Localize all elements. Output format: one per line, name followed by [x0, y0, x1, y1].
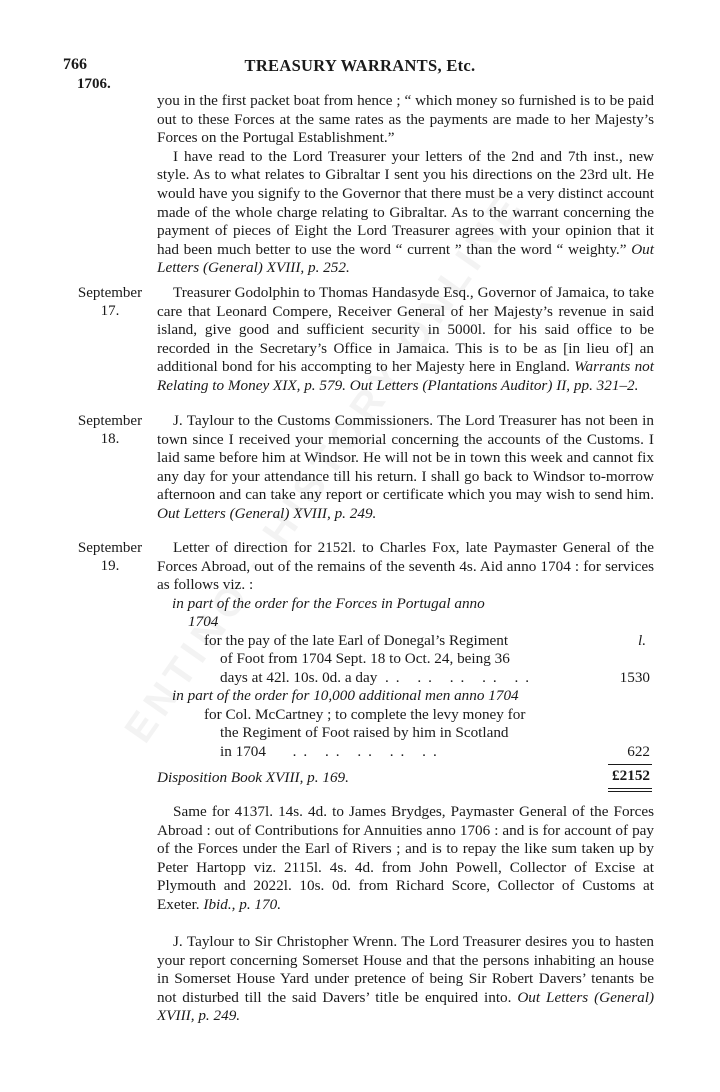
source-reference: Out Letters (General) XVIII, p. 252.: [157, 240, 654, 277]
schedule-item: the Regiment of Foot raised by him in Scotland: [220, 724, 509, 741]
schedule-amount: 1530: [619, 669, 650, 686]
entry-paragraph: I have read to the Lord Treasurer your letters of the 2nd and 7th inst., new style. As to what relates to Gibraltar I sent you his directions on the 23rd ult. He would have you signify to the Governor that there must be a very distinct account made of the whole charge relating to Gibraltar. As to the warrant concerning the payment of pieces of Eight the Lord Treasurer agrees with your opinion that it had been much better to use the word “ current ” than the word “ weighty.” Out Letters (General) XVIII, p. 252.: [157, 147, 654, 277]
entry-paragraph: Treasurer Godolphin to Thomas Handasyde Esq., Governor of Jamaica, to take care that Leonard Compere, Receiver General of her Majesty’s revenue in said island, give good and sufficient security in 5000l. for his said office to be recorded in the Secretary’s Office in Jamaica. This is to be as [in lieu of] an additional bond for his accompting to her Majesty here in England. Warrants not Relating to Money XIX, p. 579. Out Letters (Plantations Auditor) II, pp. 321–2.: [157, 284, 655, 394]
schedule-item: in 1704 .. .. .. .. ..: [220, 743, 444, 760]
schedule-heading: in part of the order for 10,000 additional men anno 1704: [172, 687, 519, 704]
entry-paragraph: J. Taylour to Sir Christopher Wrenn. The Lord Treasurer desires you to hasten your report concerning Somerset House and that the persons inhabiting an house in Somerset House Yard under pretence of being Sir Robert Davers’ tenants be not disturbed till the said Davers’ title be enquired into. Out Letters (General) XVIII, p. 249.: [157, 933, 655, 1025]
year-marker: 1706.: [77, 76, 111, 92]
date-margin: September 18.: [77, 413, 143, 447]
schedule-item: days at 42l. 10s. 0d. a day .. .. .. .. ..: [220, 669, 537, 686]
date-margin: September 17.: [77, 285, 143, 319]
schedule-heading: 1704: [188, 613, 219, 630]
schedule-total: £2152: [612, 767, 650, 784]
total-rule: [608, 764, 652, 765]
running-head: TREASURY WARRANTS, Etc.: [244, 56, 476, 75]
entry-paragraph: Letter of direction for 2152l. to Charles Fox, late Paymaster General of the Forces Abroad, out of the remains of the seventh 4s. Aid anno 1704 : for services as follows viz. :: [157, 539, 654, 594]
source-reference: Disposition Book XVIII, p. 169.: [157, 769, 349, 786]
schedule-unit: l.: [637, 632, 646, 649]
source-reference: Out Letters (General) XVIII, p. 249.: [157, 988, 655, 1025]
entry-fox: [157, 539, 654, 595]
entry-wrenn: [157, 933, 654, 1026]
page-number: 766: [63, 56, 87, 73]
schedule-heading: in part of the order for the Forces in Portugal anno: [172, 595, 485, 612]
total-rule: [608, 788, 652, 789]
entry-godolphin: [157, 284, 654, 396]
source-reference: Out Letters (General) XVIII, p. 249.: [157, 504, 377, 522]
schedule-item: for Col. McCartney ; to complete the levy money for: [204, 706, 526, 723]
total-rule: [608, 791, 652, 792]
source-reference: Warrants not Relating to Money XIX, p. 579. Out Letters (Plantations Auditor) II, pp. 321–2.: [157, 358, 655, 394]
entry-paragraph: J. Taylour to the Customs Commissioners. The Lord Treasurer has not been in town since I received your memorial concerning the accounts of the Customs. I laid same before him at Windsor. He will not be in town this week and cannot fix any day for your attendance till his return. I shall go back to Windsor to-morrow afternoon and can take any report or certificate which you may wish to send him. Out Letters (General) XVIII, p. 249.: [157, 412, 654, 522]
source-reference: Ibid., p. 170.: [203, 895, 282, 913]
entry-paragraph: you in the first packet boat from hence ; “ which money so furnished is to be paid out to these Forces at the same rates as the payments are made to her Majesty’s Forces on the Portugal Establishment.”: [157, 92, 654, 147]
entry-paragraph: Same for 4137l. 14s. 4d. to James Brydges, Paymaster General of the Forces Abroad : out of Contributions for Annuities anno 1706 : and is for account of pay of the Forces under the Earl of Rivers ; and is to repay the like sum taken up by Peter Hartopp viz. 2115l. 4s. 4d. from John Powell, Collector of Excise at Plymouth and 2022l. 10s. 0d. from Richard Score, Collector of Customs at Exeter. Ibid., p. 170.: [157, 803, 654, 913]
entry-brydges: [157, 803, 654, 915]
schedule-amount: 622: [627, 743, 650, 760]
entry-taylour-customs: [157, 412, 654, 524]
date-margin: September 19.: [77, 540, 143, 574]
entry-continuation: [157, 92, 654, 278]
schedule-item: of Foot from 1704 Sept. 18 to Oct. 24, being 36: [220, 650, 510, 667]
schedule-item: for the pay of the late Earl of Donegal’s Regiment: [204, 632, 509, 649]
